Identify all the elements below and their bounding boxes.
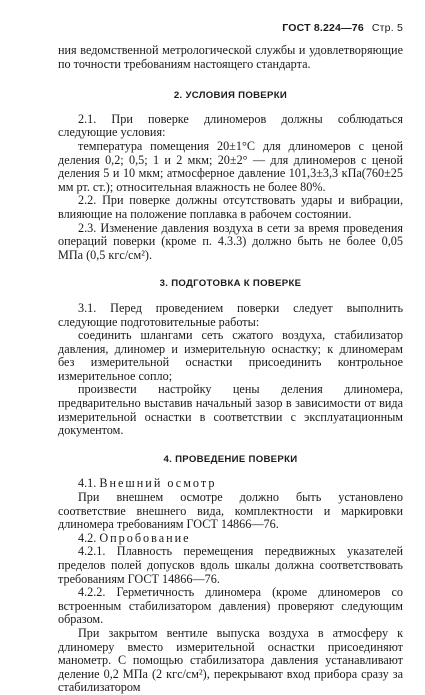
paragraph-4-2-2-procedure: При закрытом вентиле выпуска воздуха в атмосферу к длиномеру вместо измерительной оснастки присоединяют манометр. С помощью стабилизатора давления устанавливают деление 0,2 МПа (2 кгс/см²), перекрывают вход прибора сразу за стабилизатором [58, 625, 403, 695]
section-2-heading: 2. УСЛОВИЯ ПОВЕРКИ [173, 90, 288, 102]
standard-number: ГОСТ 8.224—76 [282, 22, 364, 34]
paragraph-3-1-setup: произвести настройку цены деления длиномера, предварительно выставив начальный зазор в зависимости от вида измерительной оснастки в соответствии с эксплуатационным документом. [58, 382, 403, 438]
subsection-4-2-number: 4.2. [78, 530, 97, 545]
paragraph-2-2: 2.2. При поверке должны отсутствовать удары и вибрации, влияющие на положение поплавка в рабочем состоянии. [58, 193, 403, 221]
intro-paragraph: ния ведомственной метрологической службы и удовлетворяющие по точности требованиям настоящего стандарта. [58, 43, 403, 71]
paragraph-3-1-connect: соединить шлангами сеть сжатого воздуха, стабилизатор давления, длиномер и измерительную оснастку; к длиномерам без измерительной оснастки присоединить контрольное измерительное сопло; [58, 328, 403, 383]
subsection-4-2-heading [58, 532, 403, 546]
subsection-4-1-heading [58, 477, 403, 491]
paragraph-4-1: При внешнем осмотре должно быть установлено соответствие внешнего вида, комплектности и маркировки длиномера требованиям ГОСТ 14866—76. [58, 490, 403, 532]
paragraph-4-2-1: 4.2.1. Плавность перемещения передвижных указателей пределов полей допусков вдоль шкалы должна соответствовать требованиям ГОСТ 14866—76. [58, 544, 403, 586]
document-body [58, 44, 403, 695]
page-number: Стр. 5 [371, 22, 403, 34]
paragraph-2-1: 2.1. При поверке длиномеров должны соблюдаться следующие условия: [58, 111, 403, 140]
subsection-4-1-number: 4.1. [78, 476, 97, 491]
section-3-heading: 3. ПОДГОТОВКА К ПОВЕРКЕ [159, 278, 302, 290]
paragraph-4-2-2: 4.2.2. Герметичность длиномера (кроме длиномеров со встроенным стабилизатором давления) проверяют следующим образом. [58, 585, 403, 627]
paragraph-2-1-conditions: температура помещения 20±1°С для длиномеров с ценой деления 0,2; 0,5; 1 и 2 мкм; 20±2° — для длиномеров с ценой деления 5 и 10 мкм; атмосферное давление 101,3±3,3 кПа(760±25 мм рт. ст.); относительная влажность не более 80%. [58, 138, 403, 194]
section-4-heading: 4. ПРОВЕДЕНИЕ ПОВЕРКИ [163, 453, 298, 465]
paragraph-3-1: 3.1. Перед проведением поверки следует выполнить следующие подготовительные работы: [58, 300, 403, 329]
paragraph-2-3: 2.3. Изменение давления воздуха в сети за время проведения операций поверки (кроме п. 4.3.3) должно быть не более 0,05 МПа (0,5 кгс/см²). [58, 220, 403, 262]
subsection-4-1-title: Внешний осмотр [99, 476, 217, 491]
page-header [282, 22, 403, 34]
subsection-4-2-title: Опробование [99, 530, 191, 545]
